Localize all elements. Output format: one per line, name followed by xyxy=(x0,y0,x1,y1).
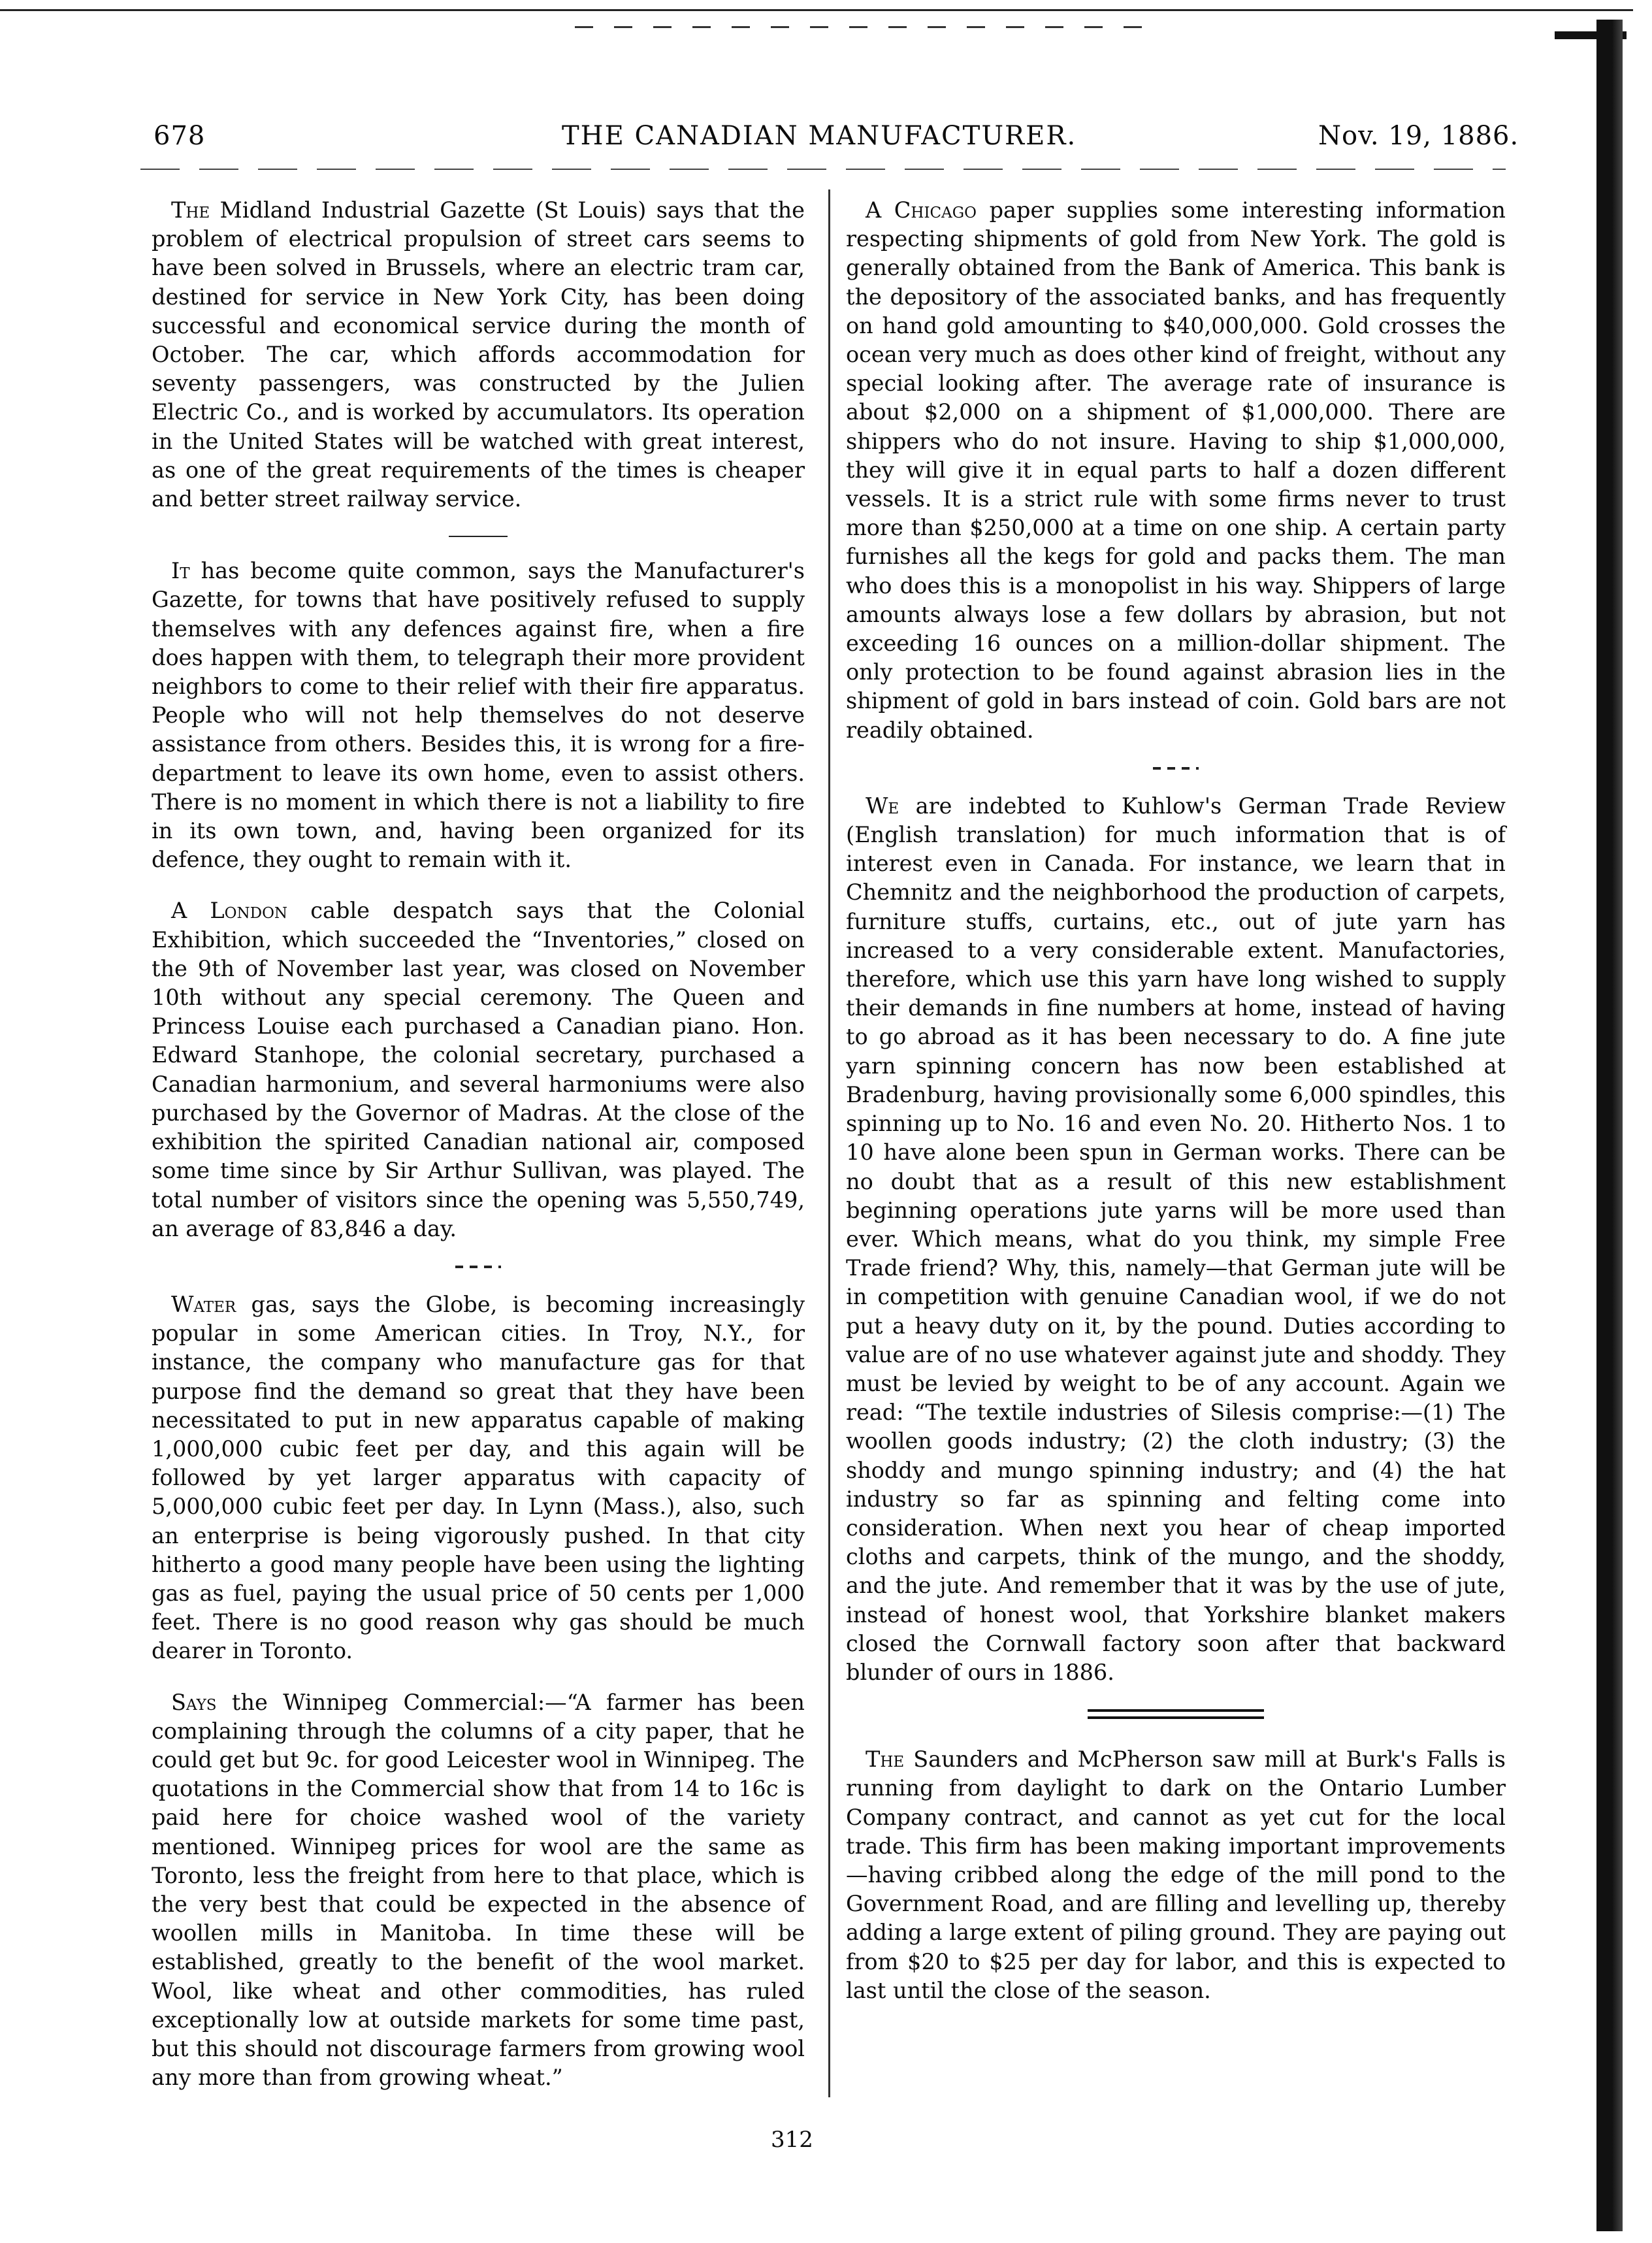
header-rule xyxy=(140,169,1506,170)
double-rule-separator xyxy=(1088,1709,1264,1719)
lead-word: We xyxy=(866,793,899,819)
article-body: cable despatch says that the Colonial Exhibition, which succeeded the “Inventories,” closed on the 9th of November last year, was closed on November 10th without any special ceremony. The Queen and Princess Louise each purchased a Canadian piano. Hon. Edward Stanhope, the colonial secretary, purchased a Canadian harmonium, and several harmoniums were also purchased by the Governor of Madras. At the close of the exhibition the spirited Canadian national air, composed some time since by Sir Arthur Sullivan, was played. The total number of visitors since the opening was 5,550,749, an average of 83,846 a day. xyxy=(152,898,805,1241)
issue-date: Nov. 19, 1886. xyxy=(1318,121,1519,151)
lead-word: It xyxy=(171,558,190,584)
article-jute-yarn xyxy=(846,792,1506,1687)
article-water-gas xyxy=(152,1290,805,1666)
lead-word: Water xyxy=(171,1291,236,1317)
lead-word: A London xyxy=(171,898,288,924)
lead-word: Says xyxy=(171,1689,217,1715)
article-body: Midland Industrial Gazette (St Louis) says that the problem of electrical propulsion of street cars seems to have been solved in Brussels, where an electric tram car, destined for service in New York City, has been doing successful and economical service during the month of October. The car, which affords accommodation for seventy passengers, was constructed by the Julien Electric Co., and is worked by accumulators. Its operation in the United States will be watched with great interest, as one of the great requirements of the times is cheaper and better street railway service. xyxy=(152,197,805,512)
lead-word: The xyxy=(171,197,210,223)
section-separator xyxy=(455,1266,501,1268)
folio-number: 312 xyxy=(771,2127,813,2153)
section-separator xyxy=(1153,767,1199,770)
left-column xyxy=(152,196,805,2114)
right-column xyxy=(846,196,1506,2027)
lead-word: A Chicago xyxy=(866,197,977,223)
column-divider xyxy=(828,189,830,2097)
article-colonial-exhibition xyxy=(152,896,805,1243)
scan-edge-bar xyxy=(1596,20,1623,2231)
article-body: Saunders and McPherson saw mill at Burk's Falls is running from daylight to dark on the Ontario Lumber Company contract, and cannot as yet cut for the local trade. This firm has been making important improvements—having cribbed along the edge of the mill pond to the Government Road, and are filling and levelling up, thereby adding a large extent of piling ground. They are paying out from $20 to $25 per day for labor, and this is expected to last until the close of the season. xyxy=(846,1746,1506,2003)
scan-dashed-line xyxy=(575,26,1163,28)
article-body: are indebted to Kuhlow's German Trade Review (English translation) for much information that is of interest even in Canada. For instance, we learn that in Chemnitz and the neighborhood the production of carpets, furniture stuffs, curtains, etc., out of jute yarn has increased to a very considerable extent. Manufactories, therefore, which use this yarn have long wished to supply their demands in fine numbers at home, instead of having to go abroad as it has been necessary to do. A fine jute yarn spinning concern has now been established at Bradenburg, having provisionally some 6,000 spindles, this spinning up to No. 16 and even No. 20. Hitherto Nos. 1 to 10 have alone been spun in German works. There can be no doubt that as a result of this new establishment beginning operations jute yarns will be more used than ever. Which means, what do you think, my simple Free Trade friend? Why, this, namely—that German jute will be in competition with genuine Canadian wool, if we do not put a heavy duty on it, by the pound. Duties according to value are of no use whatever against jute and shoddy. They must be levied by weight to be of any account. Again we read: “The textile industries of Silesis comprise:—(1) The woollen goods industry; (2) the cloth industry; (3) the shoddy and mungo spinning industry; and (4) the hat industry so far as spinning and felting come into consideration. When next you hear of cheap imported cloths and carpets, think of the mungo, and the shoddy, and the jute. And remember that it was by the use of jute, instead of honest wool, that Yorkshire blanket makers closed the Cornwall factory soon after that backward blunder of ours in 1886. xyxy=(846,793,1506,1685)
section-separator xyxy=(449,536,508,537)
scan-border-line xyxy=(0,9,1633,11)
article-body: has become quite common, says the Manufacturer's Gazette, for towns that have positively refused to supply themselves with any defences against fire, when a fire does happen with them, to telegraph their more provident neighbors to come to their relief with their fire apparatus. People who will not help themselves do not deserve assistance from others. Besides this, it is wrong for a fire-department to leave its own home, even to assist others. There is no moment in which there is not a liability to fire in its own town, and, having been organized for its defence, they ought to remain with it. xyxy=(152,558,805,873)
page-number: 678 xyxy=(154,121,206,151)
article-electric-tram xyxy=(152,196,805,514)
article-winnipeg-wool xyxy=(152,1688,805,2093)
publication-title: THE CANADIAN MANUFACTURER. xyxy=(562,121,1077,151)
article-gold-shipments xyxy=(846,196,1506,745)
article-saw-mill xyxy=(846,1745,1506,2005)
article-body: the Winnipeg Commercial:—“A farmer has been complaining through the columns of a city paper, that he could get but 9c. for good Leicester wool in Winnipeg. The quotations in the Commercial show that from 14 to 16c is paid here for choice washed wool of the variety mentioned. Winnipeg prices for wool are the same as Toronto, less the freight from here to that place, which is the very best that could be expected in the absence of woollen mills in Manitoba. In time these will be established, greatly to the benefit of the wool market. Wool, like wheat and other commodities, has ruled exceptionally low at outside markets for some time past, but this should not discourage farmers from growing wool any more than from growing wheat.” xyxy=(152,1689,805,2091)
lead-word: The xyxy=(866,1746,905,1773)
article-body: paper supplies some interesting information respecting shipments of gold from New York. The gold is generally obtained from the Bank of America. This bank is the depository of the associated banks, and has frequently on hand gold amounting to $40,000,000. Gold crosses the ocean very much as does other kind of freight, without any special looking after. The average rate of insurance is about $2,000 on a shipment of $1,000,000. There are shippers who do not insure. Having to ship $1,000,000, they will give it in equal parts to half a dozen different vessels. It is a strict rule with some firms never to trust more than $250,000 at a time on one ship. A certain party furnishes all the kegs for gold and packs them. The man who does this is a monopolist in his way. Shippers of large amounts always lose a few dollars by abrasion, but not exceeding 16 ounces on a million-dollar shipment. The only protection to be found against abrasion lies in the shipment of gold in bars instead of coin. Gold bars are not readily obtained. xyxy=(846,197,1506,743)
article-body: gas, says the Globe, is becoming increasingly popular in some American cities. In Troy, N.Y., for instance, the company who manufacture gas for that purpose find the demand so great that they have been necessitated to put in new apparatus capable of making 1,000,000 cubic feet per day, and this again will be followed by yet larger apparatus with capacity of 5,000,000 cubic feet per day. In Lynn (Mass.), also, such an enterprise is being vigorously pushed. In that city hitherto a good many people have been using the lighting gas as fuel, paying the usual price of 50 cents per 1,000 feet. There is no good reason why gas should be much dearer in Toronto. xyxy=(152,1291,805,1664)
article-fire-defence xyxy=(152,557,805,874)
